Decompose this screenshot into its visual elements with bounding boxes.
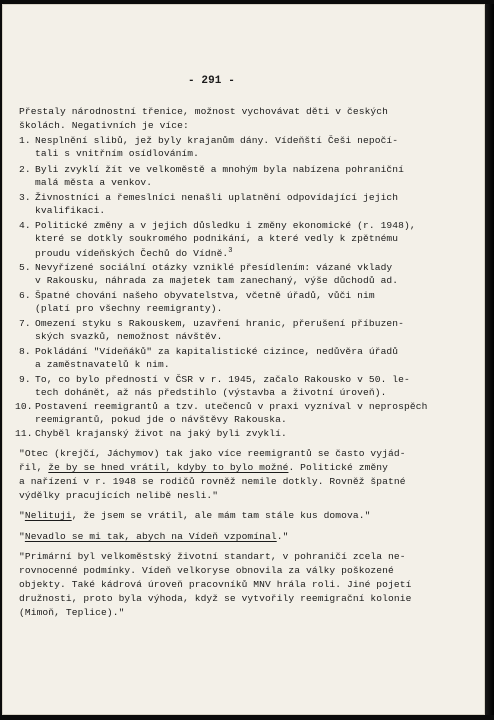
list-item-line: Špatné chování našeho obyvatelstva, včetně úřadů, vůči nim — [35, 290, 375, 301]
list-number: 2. — [19, 164, 31, 175]
underlined-text: že by se hned vrátil, kdyby to bylo možné — [48, 462, 289, 473]
list-item-line: Chyběl krajanský život na jaký byli zvyklí. — [35, 428, 287, 439]
list-item-line: v Rakousku, náhrada za majetek tam zanechaný, výše důchodů ad. — [35, 275, 399, 286]
list-number: 9. — [19, 374, 31, 385]
list-item-line: To, co bylo předností v ČSR v r. 1945, začalo Rakousko v 50. le- — [35, 374, 410, 385]
list-item-line: ských svazků, nemožnost návštěv. — [35, 331, 223, 342]
list-number: 4. — [19, 220, 31, 231]
list-number: 10. — [15, 401, 33, 412]
quote-text: . Politické změny — [288, 462, 389, 473]
intro-line: Přestaly národnostní třenice, možnost vychovávat děti v českých — [19, 106, 389, 117]
quote-line: objekty. Také kádrová úroveň pracovníků MNV hrála roli. Jiné pojetí — [19, 579, 412, 590]
quote-line: a nařízení v r. 1948 se rodičů rovněž nemile dotkly. Rovněž špatné — [19, 476, 406, 487]
quote-text: " — [19, 531, 25, 542]
list-number: 5. — [19, 262, 31, 273]
quote-line: "Primární byl velkoměstský životní standart, v pohraničí zcela ne- — [19, 551, 406, 562]
quote-line — [19, 461, 388, 474]
quote-text: řil, — [19, 462, 49, 473]
list-item-line: Postavení reemigrantů a tzv. utečenců v praxi vyzníval v neprospěch — [35, 401, 428, 412]
list-item-line: tali s vnitřním osídlováním. — [35, 148, 200, 159]
list-item-line: Pokládání "Vídeňáků" za kapitalistické cizince, nedůvěra úřadů — [35, 346, 399, 357]
quote-line: rovnocenné podmínky. Vídeň velkoryse obnovila za války poškozené — [19, 565, 394, 576]
list-item-line: Politické změny a v jejich důsledku i změny ekonomické (r. 1948), — [35, 220, 416, 231]
list-number: 8. — [19, 346, 31, 357]
list-item-line: reemigrantů, pokud jde o návštěvy Rakouska. — [35, 414, 287, 425]
list-item-line: (platí pro všechny reemigranty). — [35, 303, 223, 314]
list-item-line: Nesplnění slibů, jež byly krajanům dány. Vídeňští Češi nepočí- — [35, 135, 399, 146]
list-item-line: malá města a venkov. — [35, 177, 153, 188]
page-text — [2, 4, 485, 715]
list-number: 7. — [19, 318, 31, 329]
scan-edge — [485, 4, 494, 715]
page-number: - 291 - — [188, 75, 235, 87]
list-item-line: Omezení styku s Rakouskem, uzavření hranic, přerušení příbuzen- — [35, 318, 405, 329]
quote-line — [19, 530, 288, 543]
underlined-text: Nevadlo se mi tak, abych na Vídeň vzpomínal — [24, 531, 277, 542]
footnote-mark: 3 — [228, 247, 233, 255]
quote-line: (Mimoň, Teplice)." — [19, 607, 125, 618]
list-item-line: Nevyřízené sociální otázky vzniklé přesídlením: vázané vklady — [35, 262, 393, 273]
quote-line: družnosti, proto byla výhoda, když se vytvořily reemigrační kolonie — [19, 593, 412, 604]
document-page — [2, 4, 485, 715]
list-number: 1. — [19, 135, 31, 146]
list-item-line: které se dotkly soukromého podnikání, a které vedly k zpětnému — [35, 233, 399, 244]
list-item-line: Byli zvyklí žít ve velkoměstě a mnohým byla nabízena pohraniční — [35, 164, 405, 175]
list-item-line — [35, 245, 233, 260]
list-item-line: Živnostníci a řemeslníci nenašli uplatnění odpovídající jejich — [35, 192, 399, 203]
quote-text: ." — [276, 531, 289, 542]
intro-line: školách. Negativních je více: — [19, 120, 189, 131]
list-number: 11. — [15, 428, 33, 439]
list-number: 3. — [19, 192, 31, 203]
list-item-text: proudu vídeňských Čechů do Vídně. — [35, 248, 229, 259]
quote-text: , že jsem se vrátil, ale mám tam stále kus domova." — [71, 510, 371, 521]
quote-text: " — [19, 510, 25, 521]
list-item-line: tech dohánět, až nás předstihlo (výstavba a životní úroveň). — [35, 387, 387, 398]
list-item-line: a zaměstnavatelů k nim. — [35, 359, 170, 370]
list-number: 6. — [19, 290, 31, 301]
quote-line: "Otec (krejčí, Jáchymov) tak jako více reemigrantů se často vyjád- — [19, 448, 406, 459]
underlined-text: Nelituji — [24, 510, 72, 521]
list-item-line: kvalifikaci. — [35, 205, 106, 216]
quote-line: výdělky pracujících nelibě nesli." — [19, 490, 219, 501]
quote-line — [19, 509, 370, 522]
